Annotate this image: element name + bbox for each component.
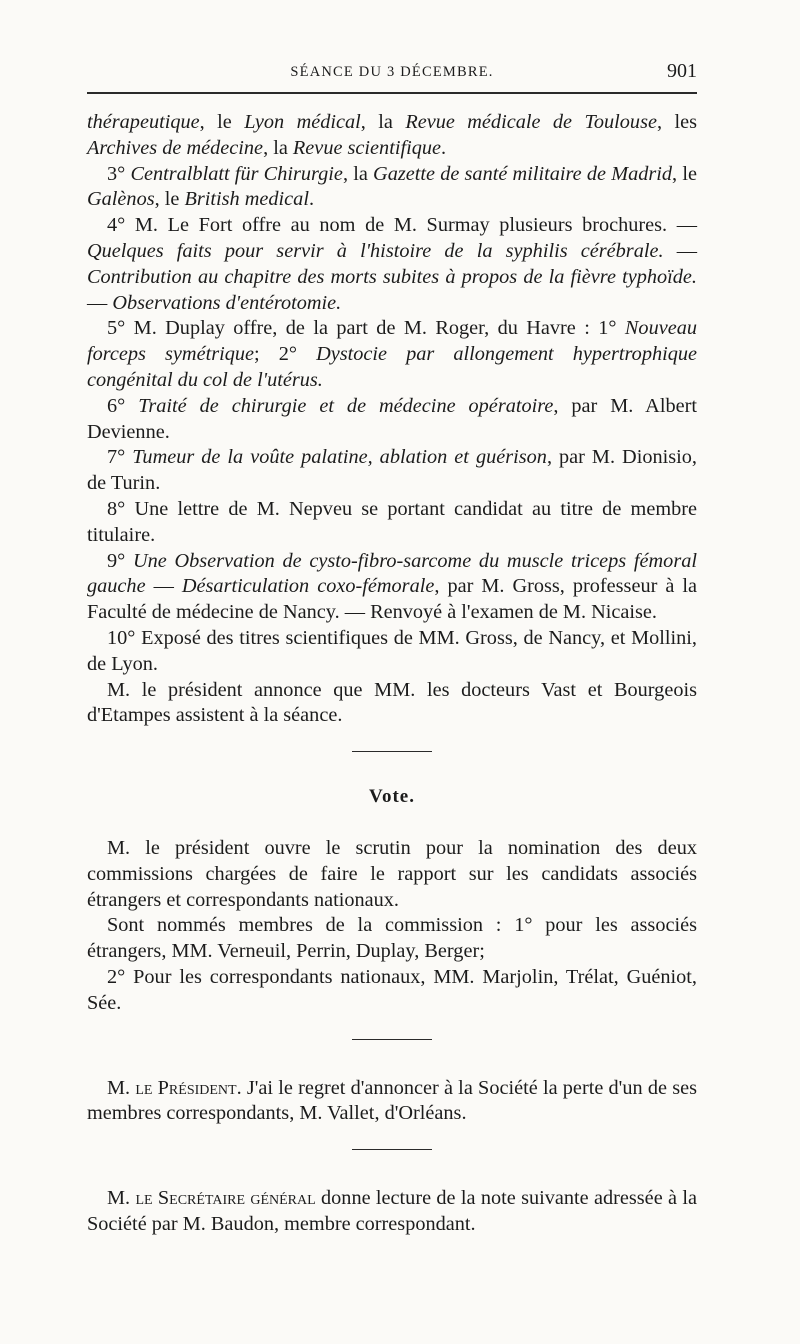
text-italic: Archives de médecine — [87, 136, 264, 159]
speaker-role: le Président — [135, 1076, 237, 1099]
text: , la — [360, 111, 406, 133]
text: M. — [107, 1076, 136, 1099]
spacer — [87, 810, 697, 836]
page-header — [87, 58, 697, 92]
text: , la — [263, 136, 293, 159]
paragraph-item-6 — [87, 394, 697, 446]
text-italic: Observations d'entérotomie. — [112, 291, 342, 314]
text: , par M. Dionisio, de Turin. — [87, 446, 697, 495]
spacer — [87, 1127, 697, 1149]
spacer — [87, 1040, 697, 1076]
paragraph-item-5 — [87, 316, 697, 393]
paragraph-item-7 — [87, 445, 697, 497]
text-italic: Dystocie par allongement hypertrophique congénital du col de l'utérus. — [87, 343, 698, 391]
text: , le — [154, 188, 185, 211]
paragraph-item-9 — [87, 549, 697, 626]
text-italic: Revue scientifique — [292, 136, 442, 159]
paragraph-item-4 — [87, 213, 697, 316]
text-italic: Traité de chirurgie et de médecine opératoire — [138, 394, 554, 417]
text: — — [663, 239, 697, 262]
paragraph-vote-1: M. le président ouvre le scrutin pour la nomination des deux commissions chargées de faire le rapport sur les candidats associés étrangers et correspondants nationaux. — [87, 836, 697, 911]
text: , les — [656, 111, 697, 133]
paragraph-secretaire — [87, 1186, 697, 1238]
text-italic: British medical — [184, 188, 309, 211]
paragraph-item-8 — [87, 497, 697, 549]
section-title-vote: Vote. — [369, 786, 415, 808]
paragraph-item-10 — [87, 626, 697, 678]
text: . J'ai le regret d'annoncer à la Société la perte d'un de ses membres correspondants, M. Vallet, d'Orléans. — [87, 1076, 697, 1125]
text-italic: Une Observation de cysto-fibro-sarcome du muscle triceps fémoral gauche — [87, 549, 697, 598]
text: M. Le Fort offre au nom de M. Surmay plusieurs brochures. — — [134, 214, 698, 237]
text: donne lecture de la note suivante adressée à la Société par M. Baudon, membre correspondant. — [87, 1187, 697, 1235]
text: . — [441, 136, 447, 159]
text: , le — [672, 162, 697, 185]
page-number: 901 — [667, 60, 697, 82]
spacer — [87, 1150, 697, 1186]
paragraph-president — [87, 1076, 697, 1128]
text: Exposé des titres scientifiques de MM. Gross, de Nancy, et Mollini, de Lyon. — [87, 626, 697, 675]
text-italic: Centralblatt für Chirurgie — [130, 162, 343, 185]
item-number: 9° — [107, 549, 133, 572]
text: Une lettre de M. Nepveu se portant candidat au titre de membre titulaire. — [87, 497, 697, 546]
item-number: 5° — [107, 317, 134, 340]
text: — — [87, 291, 113, 314]
text: , le — [199, 111, 245, 133]
paragraph-vote-2: Sont nommés membres de la commission : 1° pour les associés étrangers, MM. Verneuil, Perrin, Duplay, Berger; — [87, 914, 697, 963]
text-italic: Gazette de santé militaire de Madrid — [373, 162, 673, 185]
paragraph-vote-3: 2° Pour les correspondants nationaux, MM. Marjolin, Trélat, Guéniot, Sée. — [87, 965, 697, 1014]
paragraph-item-3 — [87, 162, 697, 214]
spacer — [87, 1017, 697, 1039]
text-italic: Désarticulation coxo-fémorale — [181, 575, 435, 598]
text-italic: Contribution au chapitre des morts subites à propos de la fièvre typhoïde. — [87, 265, 697, 288]
header-rule — [87, 92, 697, 94]
text: M. — [107, 1187, 136, 1210]
text: , par M. Gross, professeur à la Faculté de médecine de Nancy. — Renvoyé à l'examen de M. Nicaise. — [87, 575, 698, 624]
running-title: SÉANCE DU 3 DÉCEMBRE. — [290, 64, 494, 80]
paragraph-journals — [87, 110, 697, 162]
paragraph-president-announce: M. le président annonce que MM. les docteurs Vast et Bourgeois d'Etampes assistent à la séance. — [87, 678, 697, 727]
text: , la — [342, 162, 374, 185]
item-number: 4° — [107, 214, 135, 237]
item-number: 10° — [107, 626, 142, 649]
item-number: 8° — [107, 497, 135, 520]
spacer — [87, 729, 697, 751]
text-italic: Tumeur de la voûte palatine, ablation et guérison — [132, 446, 547, 469]
text: ; 2° — [254, 343, 317, 366]
text-italic: Revue médicale de Toulouse — [405, 111, 657, 133]
text: — — [145, 575, 182, 598]
text: , par M. Albert Devienne. — [87, 394, 697, 443]
item-number: 3° — [107, 162, 131, 185]
spacer — [87, 752, 697, 784]
item-number: 6° — [107, 394, 139, 417]
page-body — [87, 110, 697, 1238]
text-italic: Quelques faits pour servir à l'histoire de la syphilis cérébrale. — [87, 239, 664, 262]
speaker-role: le Secrétaire général — [135, 1187, 316, 1210]
text-italic: Lyon médical — [244, 111, 361, 133]
text: . — [308, 188, 315, 211]
item-number: 7° — [107, 446, 133, 469]
text: M. Duplay offre, de la part de M. Roger, du Havre : 1° — [133, 317, 625, 340]
text-italic: thérapeutique — [87, 111, 200, 133]
text-italic: Galènos — [87, 188, 155, 211]
text-italic: Nouveau forceps symétrique — [87, 317, 697, 366]
